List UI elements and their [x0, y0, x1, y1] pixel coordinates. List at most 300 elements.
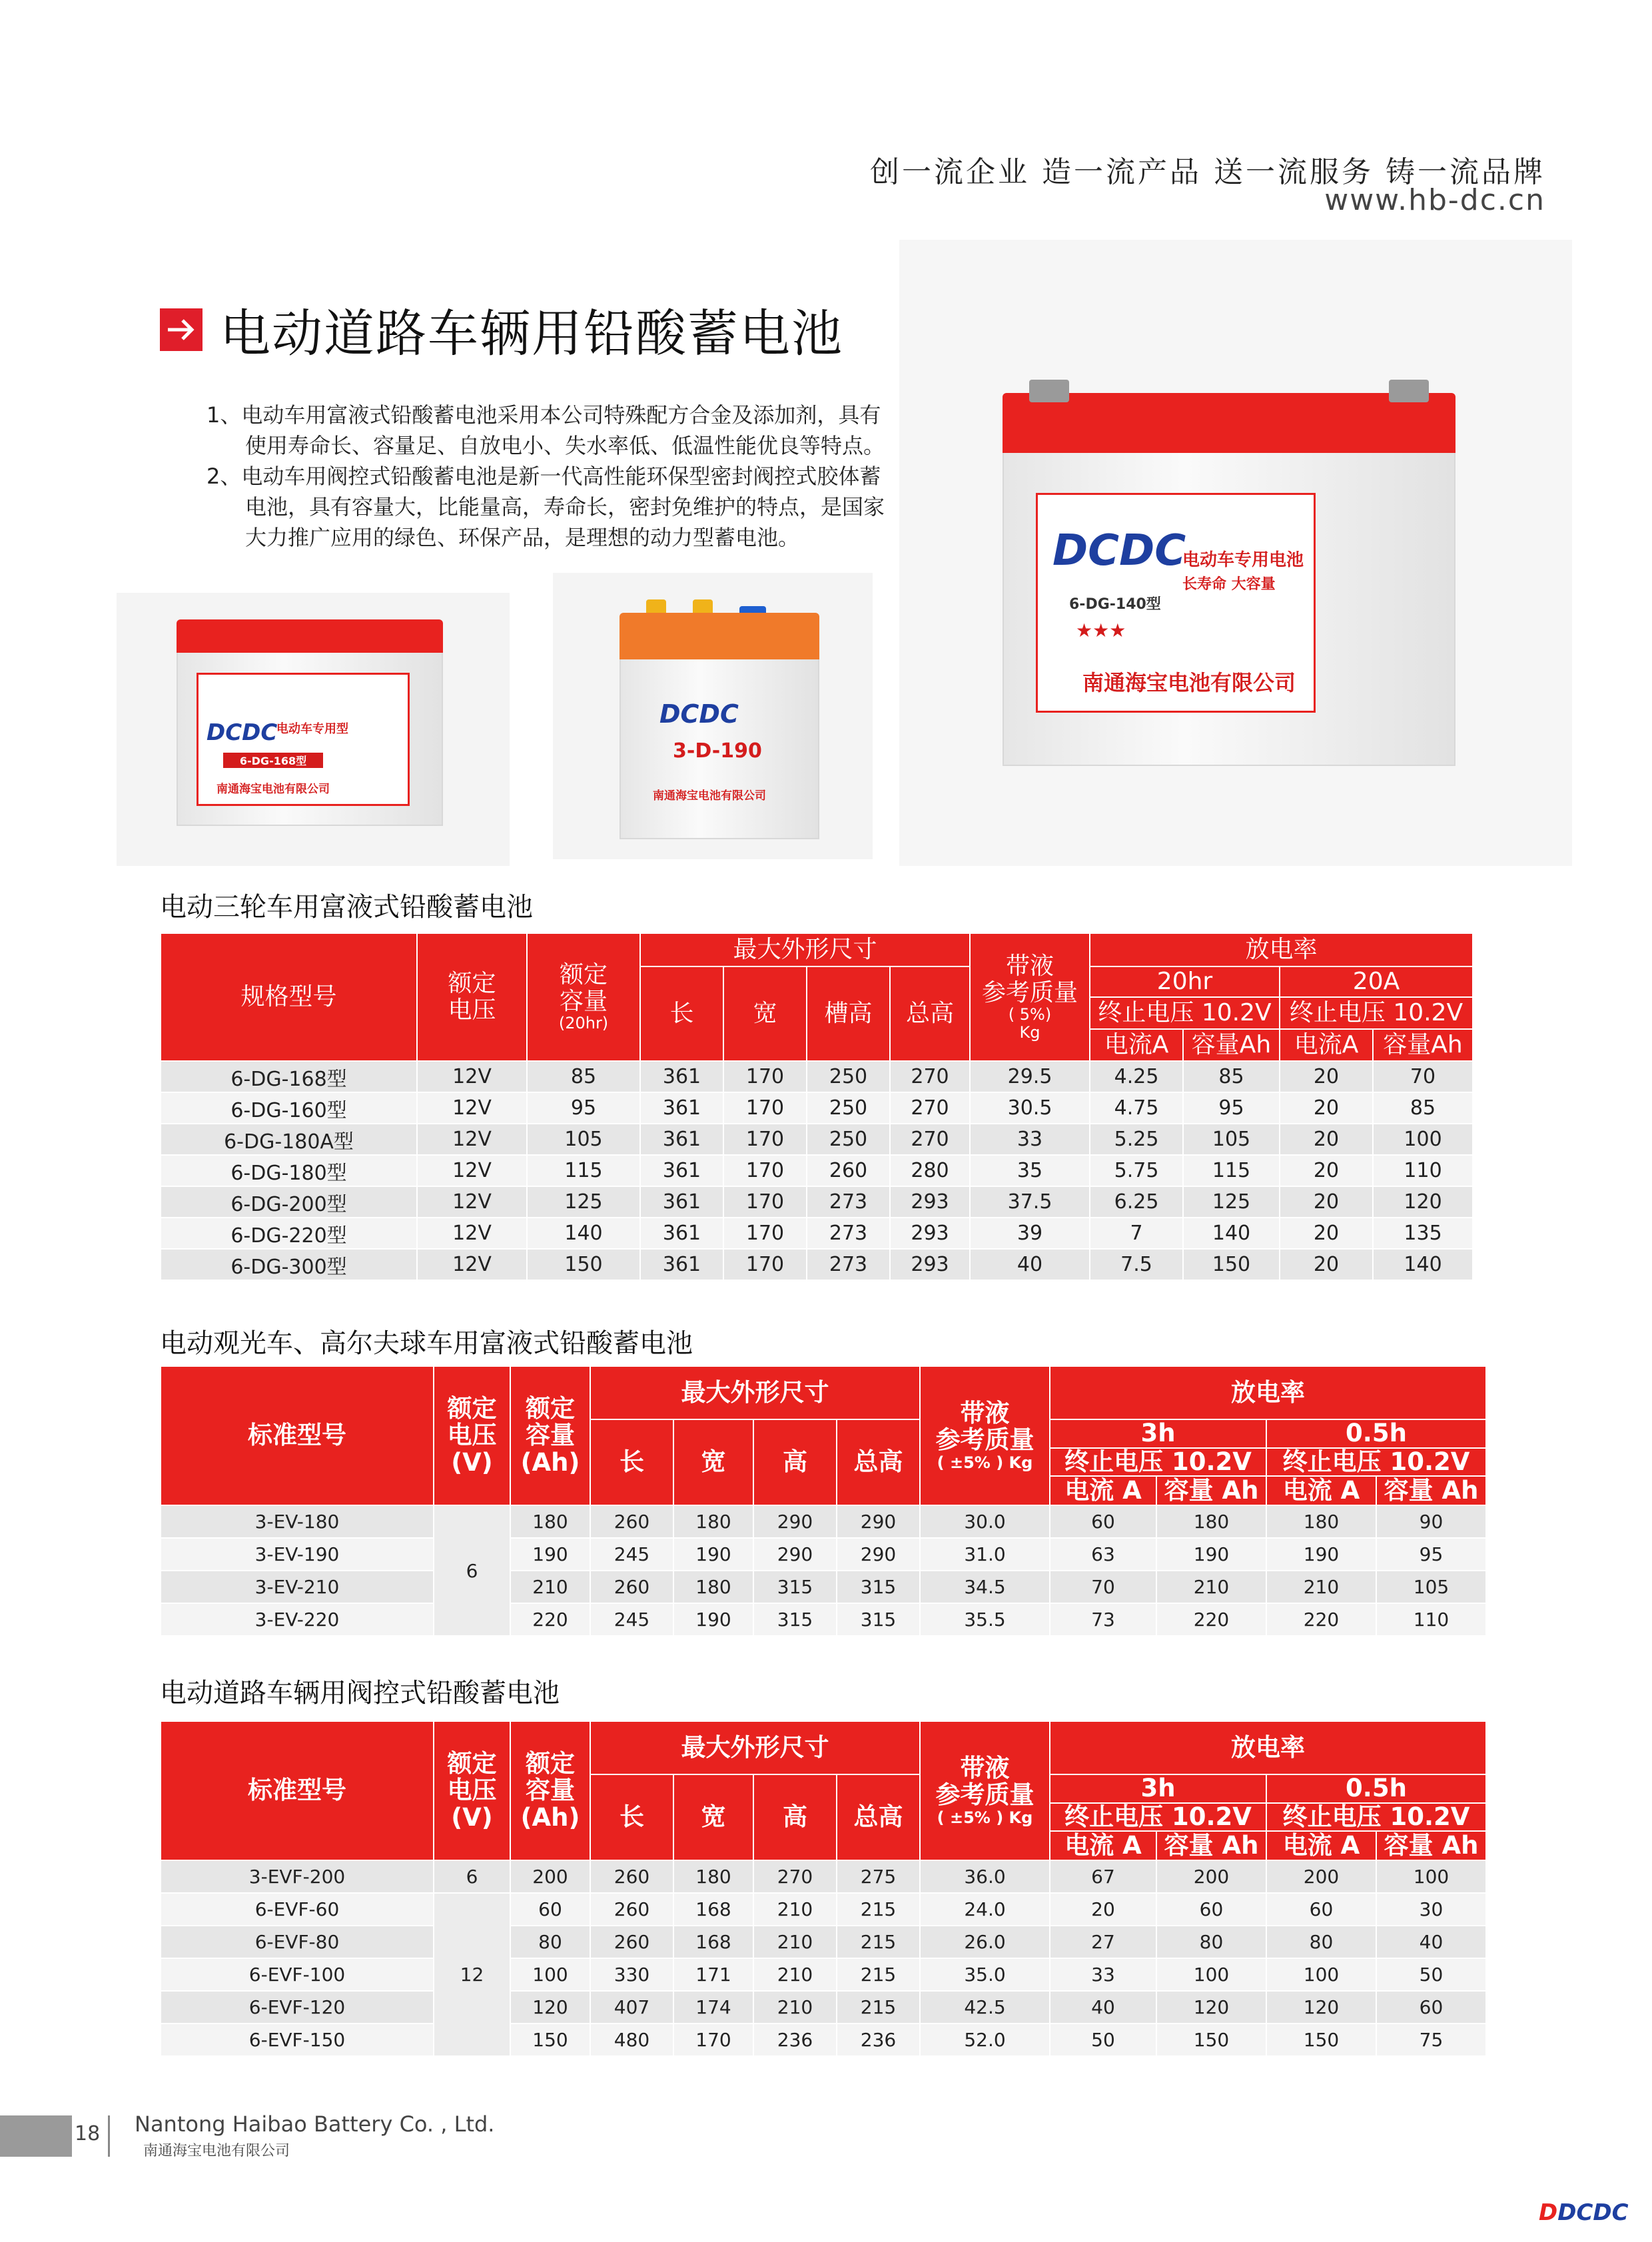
table-cell: 5.75	[1090, 1155, 1183, 1186]
th-end-voltage2: 终止电压 10.2V	[1266, 1448, 1486, 1477]
table-cell: 20	[1280, 1155, 1373, 1186]
table-cell: 31.0	[920, 1538, 1050, 1571]
table-cell: 6	[434, 1505, 510, 1636]
table-cell: 120	[1266, 1991, 1376, 2024]
table-cell: 120	[1373, 1186, 1473, 1218]
table-row	[161, 1860, 1486, 1893]
th-capacity-label: 额定 容量	[559, 961, 608, 1015]
th-dims: 最大外形尺寸	[590, 1366, 920, 1419]
table-cell: 85	[527, 1061, 640, 1092]
table-cell: 90	[1376, 1505, 1486, 1538]
table-cell: 3-EV-220	[161, 1603, 434, 1636]
battery-photo-middle	[553, 573, 873, 859]
th-slot-height: 槽高	[807, 966, 890, 1061]
title-block	[160, 293, 843, 366]
table-cell: 115	[1183, 1155, 1280, 1186]
th-current1: 电流A	[1090, 1029, 1183, 1061]
table-cell: 100	[1156, 1958, 1266, 1991]
page-title: 电动道路车辆用铅酸蓄电池	[220, 304, 843, 363]
table-cell: 315	[753, 1571, 837, 1603]
th-current2: 电流 A	[1266, 1476, 1376, 1505]
website: www.hb-dc.cn	[1324, 183, 1545, 217]
th-cap2: 容量 Ah	[1376, 1831, 1486, 1860]
table1-title: 电动三轮车用富液式铅酸蓄电池	[160, 892, 533, 923]
table-cell: 70	[1050, 1571, 1156, 1603]
th-voltage: 额定 电压 (V)	[434, 1366, 510, 1505]
table-cell: 6-EVF-100	[161, 1958, 434, 1991]
table-cell: 12V	[417, 1155, 527, 1186]
table-cell: 3-EV-180	[161, 1505, 434, 1538]
table-cell: 236	[753, 2024, 837, 2056]
table-cell: 6-DG-300型	[161, 1249, 417, 1280]
table-cell: 210	[753, 1893, 837, 1926]
table-cell: 100	[510, 1958, 590, 1991]
th-discharge: 放电率	[1050, 1366, 1486, 1419]
th-rate2: 0.5h	[1266, 1774, 1486, 1803]
table-cell: 200	[1266, 1860, 1376, 1893]
table-cell: 135	[1373, 1218, 1473, 1249]
table3-title: 电动道路车辆用阀控式铅酸蓄电池	[160, 1678, 560, 1708]
table-cell: 12V	[417, 1092, 527, 1124]
table-cell: 20	[1280, 1249, 1373, 1280]
table-cell: 37.5	[970, 1186, 1090, 1218]
table-cell: 6-EVF-80	[161, 1926, 434, 1958]
th-voltage: 额定 电压	[417, 933, 527, 1061]
table-cell: 5.25	[1090, 1124, 1183, 1155]
table-row	[161, 1249, 1473, 1280]
table-cell: 180	[673, 1860, 753, 1893]
table-cell: 3-EV-210	[161, 1571, 434, 1603]
table-cell: 33	[970, 1124, 1090, 1155]
table-cell: 140	[1183, 1218, 1280, 1249]
table-cell: 170	[723, 1218, 807, 1249]
table-cell: 110	[1373, 1155, 1473, 1186]
table-cell: 7.5	[1090, 1249, 1183, 1280]
th-weight-sub: ( ±5% ) Kg	[937, 1453, 1033, 1473]
th-capacity: 额定 容量 (Ah)	[510, 1721, 590, 1860]
table-cell: 293	[890, 1186, 970, 1218]
table-cell: 3-EV-190	[161, 1538, 434, 1571]
table-cell: 140	[527, 1218, 640, 1249]
table-cell: 60	[1376, 1991, 1486, 2024]
table-cell: 180	[673, 1571, 753, 1603]
table-cell: 190	[510, 1538, 590, 1571]
th-current2: 电流A	[1280, 1029, 1373, 1061]
th-dims: 最大外形尺寸	[640, 933, 970, 966]
table-row	[161, 1571, 1486, 1603]
table-row	[161, 1186, 1473, 1218]
table-cell: 220	[1266, 1603, 1376, 1636]
table-cell: 215	[837, 1926, 920, 1958]
table-cell: 180	[1266, 1505, 1376, 1538]
table-cell: 20	[1280, 1124, 1373, 1155]
table-cell: 95	[1376, 1538, 1486, 1571]
table-cell: 6-DG-220型	[161, 1218, 417, 1249]
table-cell: 330	[590, 1958, 673, 1991]
table-cell: 180	[673, 1505, 753, 1538]
th-rate2: 20A	[1280, 966, 1473, 997]
table-cell: 80	[510, 1926, 590, 1958]
table-cell: 215	[837, 1893, 920, 1926]
company-name-en: Nantong Haibao Battery Co. , Ltd.	[135, 2111, 495, 2137]
table-cell: 67	[1050, 1860, 1156, 1893]
table-cell: 220	[510, 1603, 590, 1636]
logo-mark: D	[1539, 2199, 1558, 2226]
th-current1: 电流 A	[1050, 1476, 1156, 1505]
table-cell: 12V	[417, 1124, 527, 1155]
table-cell: 250	[807, 1092, 890, 1124]
table-cell: 210	[1156, 1571, 1266, 1603]
th-weight-label: 带液 参考质量	[935, 1398, 1034, 1455]
table-cell: 30	[1376, 1893, 1486, 1926]
table-cell: 105	[527, 1124, 640, 1155]
table-cell: 7	[1090, 1218, 1183, 1249]
table-cell: 260	[590, 1893, 673, 1926]
footer-divider	[108, 2115, 110, 2157]
table-cell: 12	[434, 1893, 510, 2056]
table-cell: 26.0	[920, 1926, 1050, 1958]
table-cell: 12V	[417, 1186, 527, 1218]
table-cell: 260	[590, 1926, 673, 1958]
slogan: 创一流企业 造一流产品 送一流服务 铸一流品牌	[870, 155, 1545, 189]
table-cell: 480	[590, 2024, 673, 2056]
table-cell: 170	[723, 1249, 807, 1280]
table-row	[161, 1124, 1473, 1155]
table-cell: 273	[807, 1249, 890, 1280]
table-cell: 80	[1156, 1926, 1266, 1958]
battery-model-label: 6-DG-168型	[223, 753, 323, 768]
brand-logo: DCDC	[206, 719, 278, 746]
table-cell: 6-DG-160型	[161, 1092, 417, 1124]
table-cell: 210	[753, 1958, 837, 1991]
table-cell: 190	[1156, 1538, 1266, 1571]
table-cell: 12V	[417, 1061, 527, 1092]
th-total-height: 总高	[837, 1419, 920, 1505]
table-cell: 6-DG-200型	[161, 1186, 417, 1218]
table-cell: 290	[753, 1505, 837, 1538]
table3	[160, 1720, 1487, 2057]
table-cell: 168	[673, 1893, 753, 1926]
table-cell: 60	[1050, 1505, 1156, 1538]
table-cell: 250	[807, 1061, 890, 1092]
th-capacity-sub: (20hr)	[558, 1014, 609, 1033]
table-cell: 52.0	[920, 2024, 1050, 2056]
battery-type-label: 电动车专用电池	[1182, 550, 1304, 570]
table-row	[161, 1893, 1486, 1926]
table2-body	[161, 1505, 1486, 1636]
table-cell: 236	[837, 2024, 920, 2056]
table-cell: 168	[673, 1926, 753, 1958]
table-cell: 115	[527, 1155, 640, 1186]
table-cell: 20	[1280, 1186, 1373, 1218]
th-cap2: 容量Ah	[1373, 1029, 1473, 1061]
table-row	[161, 1991, 1486, 2024]
table-cell: 190	[673, 1603, 753, 1636]
table-cell: 150	[1266, 2024, 1376, 2056]
table-cell: 361	[640, 1092, 723, 1124]
table-cell: 20	[1280, 1218, 1373, 1249]
footer-bar	[0, 2115, 72, 2157]
table-cell: 125	[1183, 1186, 1280, 1218]
th-height: 高	[753, 1774, 837, 1860]
table-cell: 210	[1266, 1571, 1376, 1603]
table-cell: 170	[673, 2024, 753, 2056]
table-cell: 6-DG-180A型	[161, 1124, 417, 1155]
th-end-voltage2: 终止电压 10.2V	[1266, 1803, 1486, 1832]
table-cell: 24.0	[920, 1893, 1050, 1926]
th-height: 高	[753, 1419, 837, 1505]
battery-stars: ★★★	[1076, 619, 1126, 641]
table-cell: 140	[1373, 1249, 1473, 1280]
th-width: 宽	[723, 966, 807, 1061]
battery-model-label: 3-D-190	[673, 739, 762, 763]
table1-body	[161, 1061, 1473, 1280]
th-width: 宽	[673, 1774, 753, 1860]
table-cell: 100	[1376, 1860, 1486, 1893]
th-discharge: 放电率	[1090, 933, 1473, 966]
th-dims: 最大外形尺寸	[590, 1721, 920, 1774]
table-cell: 120	[510, 1991, 590, 2024]
table-cell: 6	[434, 1860, 510, 1893]
table-cell: 245	[590, 1603, 673, 1636]
table-cell: 6-EVF-150	[161, 2024, 434, 2056]
table-cell: 260	[807, 1155, 890, 1186]
table-cell: 6-DG-180型	[161, 1155, 417, 1186]
table-cell: 315	[837, 1571, 920, 1603]
battery-photo-right	[899, 240, 1572, 866]
table-cell: 70	[1373, 1061, 1473, 1092]
footer-logo	[1539, 2199, 1629, 2226]
th-capacity: 额定 容量 (Ah)	[510, 1366, 590, 1505]
company-name-cn: 南通海宝电池有限公司	[143, 2143, 290, 2159]
table-cell: 35	[970, 1155, 1090, 1186]
table-cell: 260	[590, 1505, 673, 1538]
table-cell: 63	[1050, 1538, 1156, 1571]
table-cell: 85	[1183, 1061, 1280, 1092]
table2-title: 电动观光车、高尔夫球车用富液式铅酸蓄电池	[160, 1328, 693, 1359]
th-cap1: 容量 Ah	[1156, 1831, 1266, 1860]
th-length: 长	[640, 966, 723, 1061]
th-rate1: 3h	[1050, 1419, 1266, 1448]
table-row	[161, 1538, 1486, 1571]
th-weight-sub: ( ±5% ) Kg	[937, 1808, 1033, 1828]
table-cell: 150	[1183, 1249, 1280, 1280]
table-row	[161, 1505, 1486, 1538]
table-cell: 85	[1373, 1092, 1473, 1124]
table-cell: 260	[590, 1571, 673, 1603]
table-cell: 150	[1156, 2024, 1266, 2056]
table-cell: 273	[807, 1218, 890, 1249]
battery-type-label: 电动车专用型	[276, 722, 348, 736]
table-cell: 200	[510, 1860, 590, 1893]
table-cell: 270	[753, 1860, 837, 1893]
table-cell: 200	[1156, 1860, 1266, 1893]
th-rate1: 20hr	[1090, 966, 1280, 997]
table-cell: 315	[753, 1603, 837, 1636]
table-cell: 290	[753, 1538, 837, 1571]
brand-logo: DCDC	[1052, 526, 1186, 575]
table-cell: 105	[1183, 1124, 1280, 1155]
table-cell: 40	[1376, 1926, 1486, 1958]
table-cell: 12V	[417, 1218, 527, 1249]
table-cell: 50	[1376, 1958, 1486, 1991]
table2	[160, 1365, 1487, 1637]
table-cell: 290	[837, 1505, 920, 1538]
table-cell: 60	[510, 1893, 590, 1926]
table-cell: 40	[970, 1249, 1090, 1280]
table-cell: 125	[527, 1186, 640, 1218]
battery-company-label: 南通海宝电池有限公司	[216, 783, 330, 796]
th-capacity	[527, 933, 640, 1061]
table-cell: 4.25	[1090, 1061, 1183, 1092]
table-cell: 27	[1050, 1926, 1156, 1958]
th-length: 长	[590, 1774, 673, 1860]
table-cell: 361	[640, 1155, 723, 1186]
intro-text	[206, 400, 893, 553]
table-cell: 35.0	[920, 1958, 1050, 1991]
th-current1: 电流 A	[1050, 1831, 1156, 1860]
th-length: 长	[590, 1419, 673, 1505]
table-cell: 40	[1050, 1991, 1156, 2024]
table-cell: 215	[837, 1991, 920, 2024]
table-cell: 361	[640, 1061, 723, 1092]
table-cell: 273	[807, 1186, 890, 1218]
table-cell: 210	[753, 1926, 837, 1958]
table-cell: 110	[1376, 1603, 1486, 1636]
th-weight	[970, 933, 1090, 1061]
table-cell: 6-EVF-60	[161, 1893, 434, 1926]
table-row	[161, 1958, 1486, 1991]
table-cell: 6-DG-168型	[161, 1061, 417, 1092]
table-cell: 190	[673, 1538, 753, 1571]
table-cell: 315	[837, 1603, 920, 1636]
intro-paragraph: 2、电动车用阀控式铅酸蓄电池是新一代高性能环保型密封阀控式胶体蓄电池，具有容量大，比能量高，寿命长，密封免维护的特点，是国家大力推广应用的绿色、环保产品，是理想的动力型蓄电池。	[206, 464, 885, 550]
th-model: 标准型号	[161, 1721, 434, 1860]
table-cell: 30.5	[970, 1092, 1090, 1124]
table-cell: 29.5	[970, 1061, 1090, 1092]
table-cell: 361	[640, 1249, 723, 1280]
table-cell: 30.0	[920, 1505, 1050, 1538]
table-cell: 20	[1050, 1893, 1156, 1926]
th-weight-label: 带液 参考质量	[982, 952, 1078, 1006]
table-row	[161, 1926, 1486, 1958]
table-row	[161, 1061, 1473, 1092]
th-weight	[920, 1721, 1050, 1860]
th-end-voltage1: 终止电压 10.2V	[1050, 1448, 1266, 1477]
table-cell: 361	[640, 1218, 723, 1249]
table-row	[161, 1092, 1473, 1124]
table-cell: 293	[890, 1218, 970, 1249]
table-cell: 174	[673, 1991, 753, 2024]
table-cell: 6-EVF-120	[161, 1991, 434, 2024]
table-cell: 60	[1156, 1893, 1266, 1926]
table-cell: 180	[510, 1505, 590, 1538]
th-rate2: 0.5h	[1266, 1419, 1486, 1448]
table-cell: 280	[890, 1155, 970, 1186]
th-cap1: 容量 Ah	[1156, 1476, 1266, 1505]
table-cell: 3-EVF-200	[161, 1860, 434, 1893]
table1	[160, 933, 1473, 1281]
th-weight-sub: ( 5%) Kg	[1008, 1005, 1052, 1042]
th-model: 规格型号	[161, 933, 417, 1061]
table-cell: 4.75	[1090, 1092, 1183, 1124]
table-cell: 210	[753, 1991, 837, 2024]
th-cap1: 容量Ah	[1183, 1029, 1280, 1061]
table-cell: 170	[723, 1092, 807, 1124]
table-cell: 35.5	[920, 1603, 1050, 1636]
page-number: 18	[75, 2122, 101, 2145]
table-cell: 260	[590, 1860, 673, 1893]
th-voltage: 额定 电压 (V)	[434, 1721, 510, 1860]
table-cell: 250	[807, 1124, 890, 1155]
table-cell: 36.0	[920, 1860, 1050, 1893]
table-cell: 170	[723, 1124, 807, 1155]
table-cell: 80	[1266, 1926, 1376, 1958]
th-end-voltage1: 终止电压 10.2V	[1050, 1803, 1266, 1832]
table-cell: 270	[890, 1124, 970, 1155]
battery-model-label: 6-DG-140型	[1069, 596, 1161, 613]
battery-photo-left	[117, 593, 510, 866]
logo-text: DCDC	[1557, 2199, 1629, 2226]
battery-tagline: 长寿命 大容量	[1182, 576, 1276, 593]
table-cell: 150	[527, 1249, 640, 1280]
intro-paragraph: 1、电动车用富液式铅酸蓄电池采用本公司特殊配方合金及添加剂，具有使用寿命长、容量足、自放电小、失水率低、低温性能优良等特点。	[206, 402, 885, 458]
table-cell: 33	[1050, 1958, 1156, 1991]
table-cell: 245	[590, 1538, 673, 1571]
th-width: 宽	[673, 1419, 753, 1505]
table-cell: 170	[723, 1061, 807, 1092]
table-cell: 105	[1376, 1571, 1486, 1603]
th-end-voltage2: 终止电压 10.2V	[1280, 997, 1473, 1029]
table-cell: 75	[1376, 2024, 1486, 2056]
table-cell: 120	[1156, 1991, 1266, 2024]
arrow-right-icon	[160, 308, 203, 351]
th-rate1: 3h	[1050, 1774, 1266, 1803]
table-cell: 180	[1156, 1505, 1266, 1538]
table-cell: 293	[890, 1249, 970, 1280]
table-cell: 20	[1280, 1092, 1373, 1124]
table-cell: 50	[1050, 2024, 1156, 2056]
table-cell: 100	[1373, 1124, 1473, 1155]
th-model: 标准型号	[161, 1366, 434, 1505]
table-cell: 270	[890, 1061, 970, 1092]
table-cell: 270	[890, 1092, 970, 1124]
table-cell: 361	[640, 1124, 723, 1155]
table-cell: 100	[1266, 1958, 1376, 1991]
table-cell: 20	[1280, 1061, 1373, 1092]
table-row	[161, 1603, 1486, 1636]
table-cell: 215	[837, 1958, 920, 1991]
th-total-height: 总高	[890, 966, 970, 1061]
table-cell: 42.5	[920, 1991, 1050, 2024]
table-cell: 95	[527, 1092, 640, 1124]
table-cell: 275	[837, 1860, 920, 1893]
th-total-height: 总高	[837, 1774, 920, 1860]
table-row	[161, 1155, 1473, 1186]
table-cell: 60	[1266, 1893, 1376, 1926]
table-cell: 6.25	[1090, 1186, 1183, 1218]
brand-logo: DCDC	[659, 699, 739, 729]
table-row	[161, 1218, 1473, 1249]
table-cell: 220	[1156, 1603, 1266, 1636]
th-end-voltage1: 终止电压 10.2V	[1090, 997, 1280, 1029]
table-cell: 171	[673, 1958, 753, 1991]
battery-company-label: 南通海宝电池有限公司	[1082, 670, 1296, 695]
table-cell: 170	[723, 1186, 807, 1218]
table-cell: 361	[640, 1186, 723, 1218]
table-cell: 34.5	[920, 1571, 1050, 1603]
table-cell: 39	[970, 1218, 1090, 1249]
